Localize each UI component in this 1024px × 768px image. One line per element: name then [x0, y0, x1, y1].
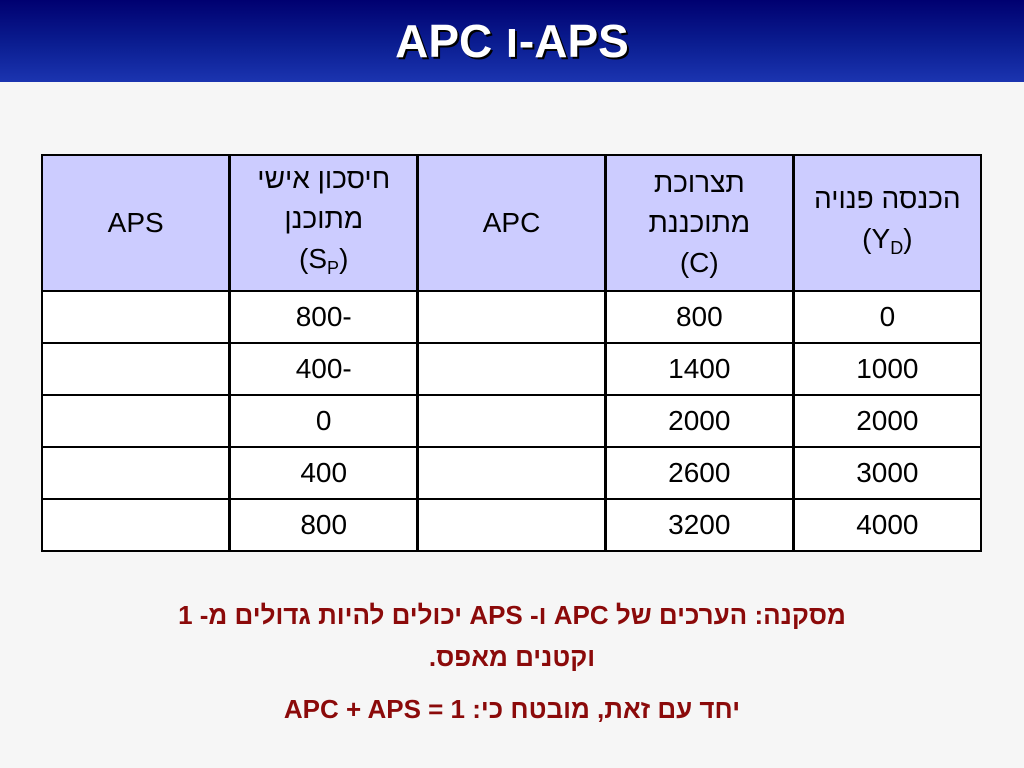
- header-apc: APC: [418, 155, 606, 291]
- header-saving-label-1: חיסכון אישי: [257, 162, 391, 194]
- cell-consumption: 1400: [605, 343, 793, 395]
- table-row: [42, 499, 981, 551]
- cell-aps: [42, 447, 230, 499]
- table-row: [42, 343, 981, 395]
- cell-income: 3000: [793, 447, 981, 499]
- conclusion-line-1: [60, 594, 964, 636]
- cell-aps: [42, 395, 230, 447]
- cell-consumption: 3200: [605, 499, 793, 551]
- title-bar: [0, 0, 1024, 82]
- saving-symbol: S: [308, 242, 328, 274]
- identity-formula: APC + APS = 1: [283, 694, 466, 724]
- cell-apc: [418, 343, 606, 395]
- cell-saving: -800: [230, 291, 418, 343]
- cell-saving: 400: [230, 447, 418, 499]
- table-header-row: [42, 155, 981, 291]
- cell-saving: 0: [230, 395, 418, 447]
- identity-prefix: יחד עם זאת, מובטח כי:: [472, 694, 741, 724]
- income-symbol: Y: [871, 222, 891, 254]
- table-row: [42, 291, 981, 343]
- header-saving: [230, 155, 418, 291]
- header-income-symbol: $(Y_D)$: [862, 222, 913, 258]
- cell-income: 4000: [793, 499, 981, 551]
- header-consumption: [605, 155, 793, 291]
- header-saving-label-2: מתוכנן: [284, 202, 364, 234]
- saving-symbol-sub: P: [327, 257, 340, 278]
- cell-consumption: 800: [605, 291, 793, 343]
- conclusion-and: ו-: [530, 600, 547, 630]
- cell-apc: [418, 447, 606, 499]
- conclusion-line-2: וקטנים מאפס.: [428, 642, 596, 672]
- cell-aps: [42, 343, 230, 395]
- cell-apc: [418, 499, 606, 551]
- slide-title: APS-ו APC: [395, 15, 629, 67]
- data-table: [41, 154, 982, 552]
- cell-income: 1000: [793, 343, 981, 395]
- cell-saving: 800: [230, 499, 418, 551]
- cell-income: 2000: [793, 395, 981, 447]
- header-saving-symbol: $(S_P)$: [299, 242, 349, 278]
- cell-apc: [418, 291, 606, 343]
- header-income: [793, 155, 981, 291]
- cell-consumption: 2000: [605, 395, 793, 447]
- header-consumption-symbol: (C): [679, 247, 719, 278]
- conclusion-suffix: יכולים להיות גדולים מ- 1: [178, 600, 463, 630]
- header-aps: APS: [42, 155, 230, 291]
- conclusion-aps: APS: [469, 600, 523, 630]
- table-row: [42, 395, 981, 447]
- header-income-label: הכנסה פנויה: [814, 182, 961, 214]
- header-consumption-label-1: תצרוכת: [653, 167, 745, 198]
- income-symbol-sub: D: [890, 237, 904, 258]
- conclusion-prefix: מסקנה: הערכים של: [615, 600, 846, 630]
- table-row: [42, 447, 981, 499]
- cell-aps: [42, 291, 230, 343]
- conclusion-text: [60, 594, 964, 678]
- cell-consumption: 2600: [605, 447, 793, 499]
- header-consumption-label-2: מתוכננת: [648, 207, 751, 238]
- cell-apc: [418, 395, 606, 447]
- cell-aps: [42, 499, 230, 551]
- cell-saving: -400: [230, 343, 418, 395]
- conclusion-apc: APC: [553, 600, 609, 630]
- identity-text: [60, 694, 964, 725]
- cell-income: 0: [793, 291, 981, 343]
